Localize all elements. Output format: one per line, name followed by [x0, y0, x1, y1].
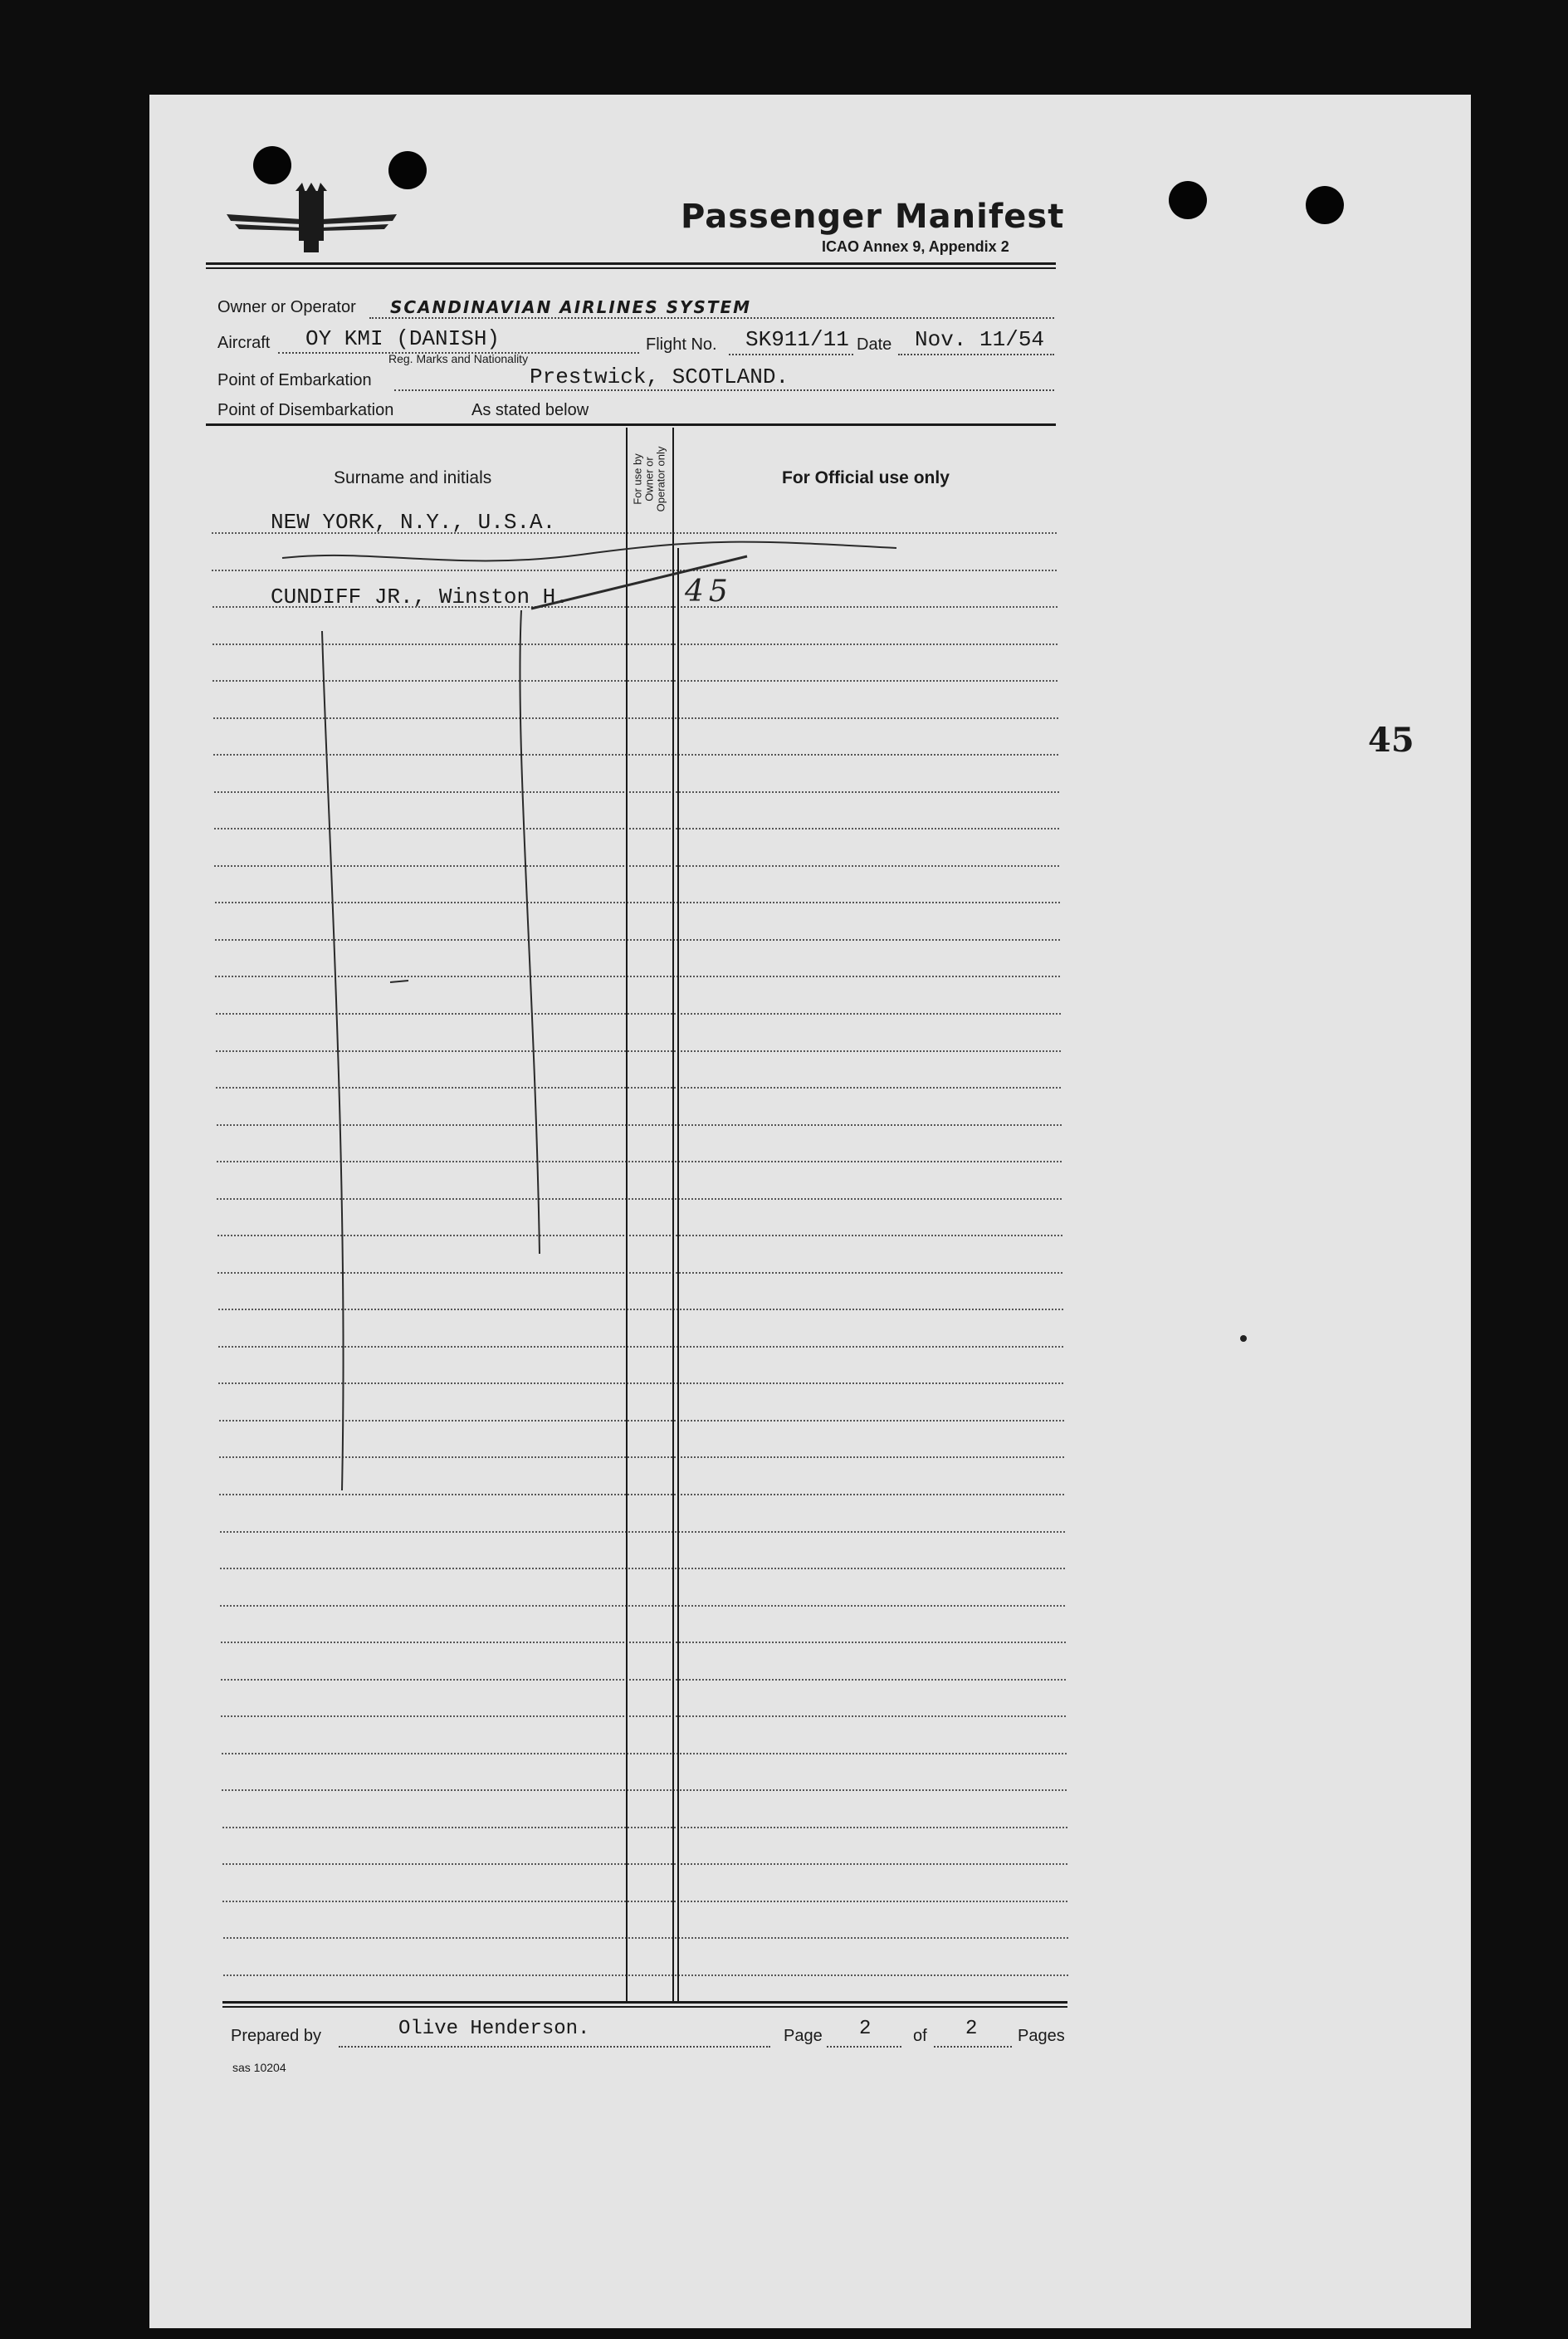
column-header-official: For Official use only: [782, 468, 950, 487]
vertical-pen-line-icon: [520, 610, 540, 1254]
prepared-dotline: [339, 2046, 770, 2048]
manifest-subtitle: ICAO Annex 9, Appendix 2: [822, 238, 1009, 255]
vertical-pen-line-icon: [322, 631, 344, 1490]
page-dotline: [827, 2046, 901, 2048]
column-header-owner: For use by Owner or Operator only: [631, 446, 667, 512]
owner-label: Owner or Operator: [217, 298, 356, 316]
flight-value: SK911/11: [745, 327, 849, 352]
form-code: sas 10204: [232, 2061, 286, 2074]
destination-value: NEW YORK, N.Y., U.S.A.: [271, 510, 556, 535]
page-label: Page: [784, 2027, 823, 2045]
date-value: Nov. 11/54: [915, 327, 1045, 352]
pages-label: Pages: [1018, 2027, 1065, 2045]
dash-mark-icon: [390, 981, 408, 982]
of-value: 2: [965, 2018, 978, 2040]
aircraft-value: OY KMI (DANISH): [305, 326, 501, 351]
margin-page-number: 45: [1368, 721, 1414, 760]
ink-dot-icon: [1240, 1335, 1247, 1342]
footer-rule: [222, 2001, 1067, 2004]
date-label: Date: [857, 335, 892, 354]
passenger-name: CUNDIFF JR., Winston H.: [271, 585, 569, 609]
of-dotline: [934, 2046, 1012, 2048]
manifest-title: Passenger Manifest: [681, 198, 1065, 236]
disembarkation-value: As stated below: [471, 401, 589, 419]
embarkation-value: Prestwick, SCOTLAND.: [530, 365, 789, 389]
official-mark: 45: [685, 575, 733, 609]
embarkation-label: Point of Embarkation: [217, 371, 372, 389]
disembarkation-label: Point of Disembarkation: [217, 401, 394, 419]
owner-value: SCANDINAVIAN AIRLINES SYSTEM: [390, 297, 752, 317]
column-header-name: Surname and initials: [334, 468, 492, 487]
prepared-value: Olive Henderson.: [398, 2018, 590, 2040]
footer-rule: [222, 2006, 1067, 2008]
page-value: 2: [859, 2018, 872, 2040]
prepared-label: Prepared by: [231, 2027, 321, 2045]
aircraft-label: Aircraft: [217, 334, 271, 352]
aircraft-note: Reg. Marks and Nationality: [388, 352, 529, 365]
wavy-line-icon: [282, 542, 896, 561]
flight-label: Flight No.: [646, 335, 717, 354]
check-stroke-icon: [531, 556, 747, 609]
of-label: of: [913, 2027, 927, 2045]
